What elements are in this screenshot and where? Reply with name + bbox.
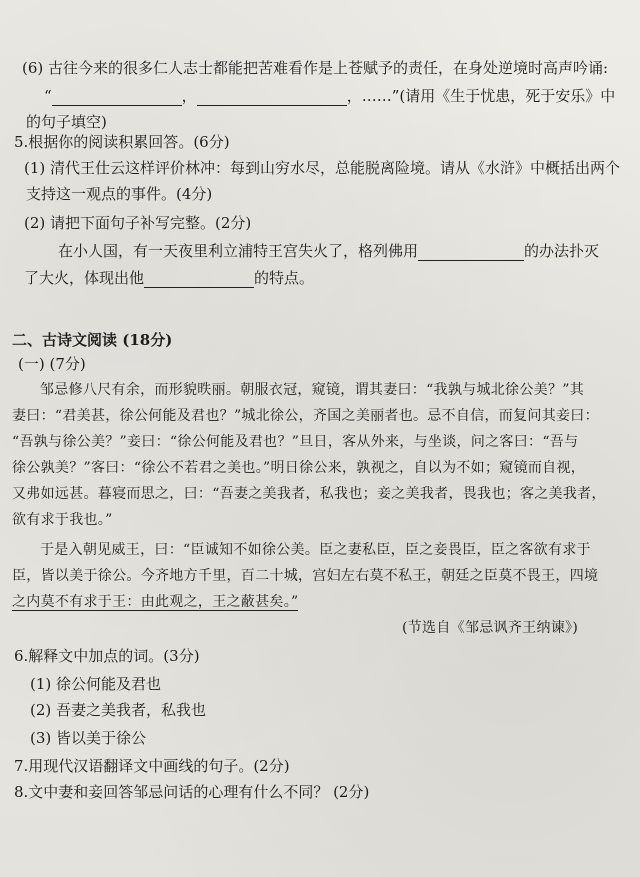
passage-line: 妻曰：“君美甚，徐公何能及君也？”城北徐公，齐国之美丽者也。忌不自信，而复问其妾曰： bbox=[12, 408, 599, 424]
answer-blank-method[interactable] bbox=[418, 244, 524, 261]
q6-item-fill-line bbox=[44, 86, 615, 106]
q6-title: 6.解释文中加点的词。(3分) bbox=[14, 647, 200, 665]
passage-line: 臣，皆以美于徐公。今齐地方千里，百二十城，宫妇左右莫不私王，朝廷之臣莫不畏王，四境 bbox=[12, 568, 599, 584]
q5-sentence-line1 bbox=[58, 241, 599, 261]
sentence-part-b: 的办法扑灭 bbox=[524, 242, 600, 260]
sentence-part-d: 的特点。 bbox=[254, 269, 315, 287]
section2-title: 二、古诗文阅读 (18分) bbox=[12, 331, 173, 349]
q5-sub2: (2) 请把下面句子补写完整。(2分) bbox=[24, 214, 252, 232]
passage-line: 邹忌修八尺有余，而形貌昳丽。朝服衣冠，窥镜，谓其妻曰：“我孰与城北徐公美？”其 bbox=[40, 382, 585, 398]
q5-sub1-line2: 支持这一观点的事件。(4分) bbox=[26, 185, 213, 203]
passage-line: 欲有求于我也。” bbox=[12, 512, 113, 528]
sentence-part-c: 了大火，体现出他 bbox=[24, 269, 145, 287]
passage-line-underlined bbox=[12, 592, 298, 612]
q7-title: 7.用现代汉语翻译文中画线的句子。(2分) bbox=[14, 757, 290, 775]
passage-line: “吾孰与徐公美？”妾曰：“徐公何能及君也？”旦日，客从外来，与坐谈，问之客曰：“吾与 bbox=[12, 434, 579, 450]
q6-item-1: (1) 徐公何能及君也 bbox=[30, 675, 162, 693]
q6-item-line3: 的句子填空) bbox=[26, 113, 107, 131]
answer-blank-2[interactable] bbox=[197, 89, 347, 106]
q5-sentence-line2 bbox=[24, 268, 314, 288]
q5-sub1-line1: (1) 清代王仕云这样评价林冲：每到山穷水尽，总能脱离险境。请从《水浒》中概括出两个 bbox=[24, 159, 621, 177]
q8-title: 8.文中妻和妾回答邹忌问话的心理有什么不同？ (2分) bbox=[14, 783, 370, 801]
passage-line: 徐公孰美？”客曰：“徐公不若君之美也。”明日徐公来，孰视之，自以为不如；窥镜而自视， bbox=[12, 460, 586, 476]
section2-part1: (一) (7分) bbox=[18, 355, 86, 373]
underlined-sentence: 之内莫不有求于王：由此观之，王之蔽甚矣。” bbox=[12, 594, 299, 610]
q6-item-3: (3) 皆以美于徐公 bbox=[30, 729, 147, 747]
comma: ， bbox=[181, 87, 197, 105]
quote-tail: ，……”(请用《生于忧患，死于安乐》中 bbox=[346, 87, 616, 105]
passage-source: (节选自《邹忌讽齐王纳谏》) bbox=[402, 620, 579, 636]
open-quote: “ bbox=[44, 87, 52, 105]
passage-line: 又弗如远甚。暮寝而思之，曰：“吾妻之美我者，私我也；妾之美我者，畏我也；客之美我者， bbox=[12, 486, 606, 502]
q5-title: 5.根据你的阅读积累回答。(6分) bbox=[14, 133, 230, 151]
q6-item-prompt: (6) 古往今来的很多仁人志士都能把苦难看作是上苍赋予的责任，在身处逆境时高声吟诵: bbox=[22, 59, 609, 77]
answer-blank-1[interactable] bbox=[52, 89, 182, 106]
answer-blank-trait[interactable] bbox=[144, 271, 254, 288]
sentence-part-a: 在小人国，有一天夜里利立浦特王宫失火了，格列佛用 bbox=[58, 242, 419, 260]
passage-line: 于是入朝见威王，曰：“臣诚知不如徐公美。臣之妻私臣，臣之妾畏臣，臣之客欲有求于 bbox=[40, 542, 591, 558]
q6-item-2: (2) 吾妻之美我者，私我也 bbox=[30, 701, 207, 719]
